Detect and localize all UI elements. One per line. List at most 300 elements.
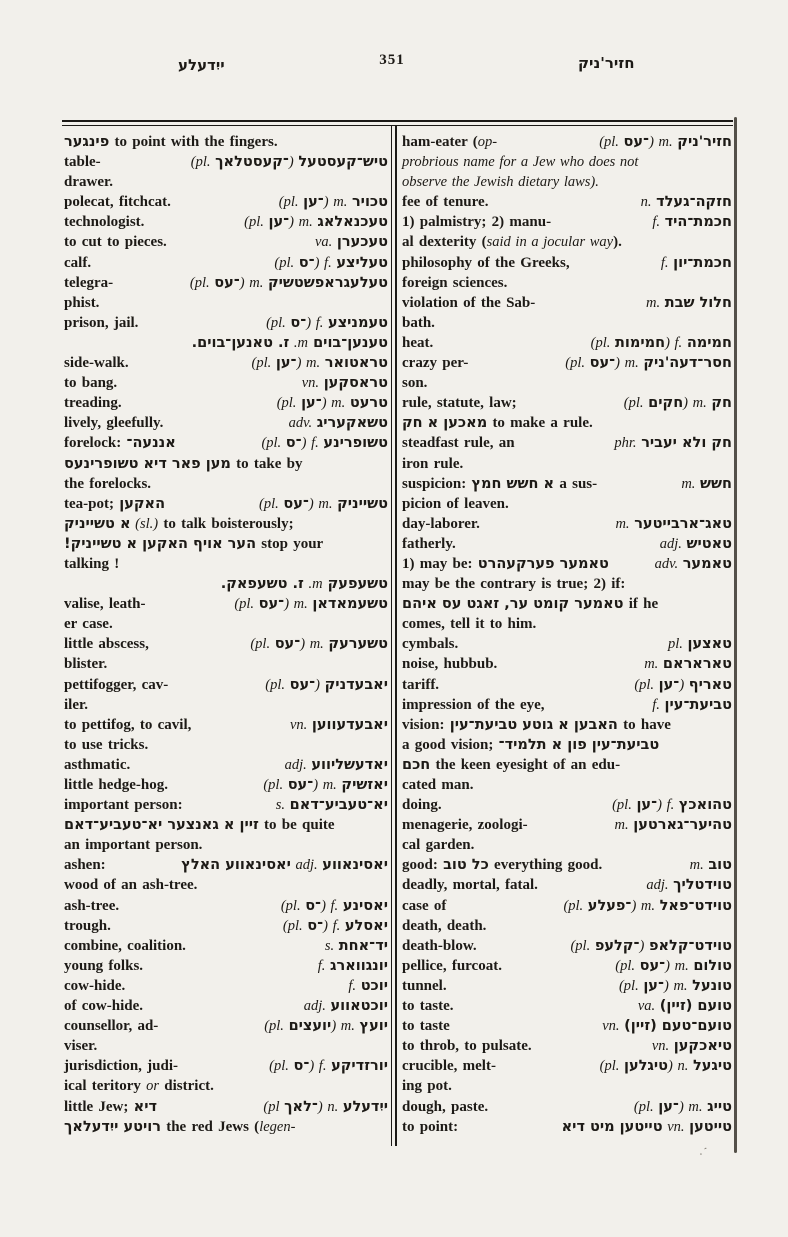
entry-line	[64, 333, 388, 353]
english-text: combine, coalition.	[64, 937, 186, 954]
line-right-part	[261, 433, 388, 453]
english-text: cymbals.	[402, 636, 459, 653]
yiddish-text: טענען־בוים	[308, 334, 388, 351]
entry-line	[64, 192, 388, 212]
italic-text: (pl.	[265, 676, 290, 693]
line-left-part	[402, 1016, 450, 1036]
line-left-part	[64, 534, 323, 554]
entry-line	[64, 514, 388, 534]
english-text: stop your	[256, 535, 324, 552]
entry-line	[402, 936, 732, 956]
english-text: ash-tree.	[64, 897, 120, 914]
line-left-part	[64, 212, 144, 232]
english-text: al dexterity (	[402, 234, 487, 251]
line-right-part	[234, 594, 388, 614]
english-text: jurisdiction, judi-	[64, 1058, 179, 1075]
line-left-part	[402, 232, 622, 252]
english-text: to bang.	[64, 375, 118, 392]
line-right-part	[277, 393, 388, 413]
italic-text: (pl.	[623, 395, 649, 412]
yiddish-text: ז. טאנען־בוים.	[191, 334, 290, 351]
english-text: asthmatic.	[64, 756, 131, 773]
italic-text: (pl.	[280, 897, 306, 914]
yiddish-text: ־קעסטלאך	[215, 154, 289, 171]
entry-line	[402, 433, 732, 453]
line-right-part	[283, 916, 388, 936]
english-text: tariff.	[402, 676, 440, 693]
italic-text: (pl.	[266, 314, 291, 331]
italic-text: s.	[324, 937, 339, 954]
entry-line	[402, 634, 732, 654]
entry-line	[402, 1036, 732, 1056]
entry-line	[402, 333, 732, 353]
line-right-part	[660, 534, 732, 554]
line-right-part	[269, 1056, 388, 1076]
english-text: to make a rule.	[487, 415, 593, 432]
line-left-part	[402, 1117, 458, 1137]
italic-text: ) f.	[309, 1058, 332, 1075]
english-text: to use tricks.	[64, 736, 149, 753]
italic-text: ) n.	[668, 1058, 693, 1075]
line-right-part	[281, 896, 388, 916]
italic-text: (pl.	[261, 435, 286, 452]
entry-line	[402, 835, 732, 855]
line-right-part	[563, 896, 732, 916]
line-left-part	[64, 454, 302, 474]
yiddish-text: ־ען	[643, 977, 664, 994]
english-text: prison, jail.	[64, 314, 139, 331]
italic-text: m.	[681, 475, 701, 492]
line-left-part	[64, 956, 143, 976]
english-text: to be quite	[258, 817, 335, 834]
english-text: 1) palmistry; 2) manu-	[402, 214, 552, 231]
line-right-part	[615, 514, 732, 534]
entry-line	[402, 775, 732, 795]
line-left-part	[402, 212, 551, 232]
running-header	[0, 52, 788, 78]
line-left-part	[64, 1117, 295, 1137]
italic-text: (pl.	[264, 1018, 289, 1035]
yiddish-text: חכם	[402, 756, 431, 773]
english-text: little hedge-hog.	[64, 777, 168, 793]
line-right-part	[690, 855, 732, 875]
english-text: cow-hide.	[64, 977, 126, 994]
entry-line	[402, 614, 732, 634]
line-left-part	[402, 976, 447, 996]
yiddish-text: טועם־טעם (זיין)	[624, 1018, 732, 1035]
line-left-part	[402, 474, 597, 494]
english-text: counsellor, ad-	[64, 1018, 159, 1035]
entry-line	[402, 413, 732, 433]
english-text: fatherly.	[402, 535, 456, 552]
line-left-part	[402, 433, 515, 453]
entry-line	[64, 494, 388, 514]
line-right-part	[681, 474, 732, 494]
english-text: pellice, furcoat.	[402, 957, 502, 974]
line-left-part	[64, 373, 117, 393]
english-text: menagerie, zoologi-	[402, 817, 528, 834]
italic-text: adj.	[303, 998, 331, 1015]
english-text: viser.	[64, 1038, 98, 1055]
line-right-part	[655, 554, 732, 574]
italic-text: ) f.	[314, 254, 337, 271]
yiddish-text: ־עס	[274, 636, 301, 653]
english-text: to have	[617, 716, 671, 733]
line-left-part	[64, 1076, 214, 1096]
entry-line	[402, 534, 732, 554]
yiddish-text: ־ס	[298, 254, 315, 271]
entry-line	[64, 1056, 388, 1076]
yiddish-text: כל טוב	[443, 857, 489, 874]
english-text: ashen:	[64, 857, 106, 874]
english-text: to take by	[230, 455, 303, 472]
english-text: district.	[159, 1078, 214, 1095]
line-left-part	[64, 996, 143, 1016]
line-left-part	[402, 1097, 488, 1117]
line-left-part	[64, 273, 113, 293]
italic-text: ) m.	[296, 355, 325, 372]
entry-line	[402, 253, 732, 273]
english-text: ing pot.	[402, 1078, 452, 1095]
italic-text: (pl.	[250, 636, 275, 653]
italic-text: (pl.	[618, 977, 644, 994]
english-text: doing.	[402, 797, 442, 814]
entry-line	[64, 775, 388, 795]
english-text: forelock:	[64, 435, 127, 452]
italic-text: ) n.	[317, 1098, 343, 1115]
yiddish-text: טהיער־גארטען	[633, 817, 732, 834]
line-right-part	[252, 353, 388, 373]
entry-line	[64, 172, 388, 192]
english-text: the keen eyesight of an edu-	[430, 756, 621, 773]
italic-text: ) m.	[300, 636, 329, 653]
yiddish-text: טראסקען	[323, 375, 388, 392]
yiddish-text: ־קלעפ	[594, 937, 640, 954]
yiddish-text: חק	[711, 395, 732, 412]
yiddish-text: האקען	[119, 495, 166, 512]
italic-text: adj.	[284, 756, 312, 773]
english-text: blister.	[64, 656, 108, 673]
italic-text: (pl.	[189, 274, 215, 291]
italic-text: va.	[637, 998, 660, 1015]
line-left-part	[64, 313, 138, 333]
entry-line	[402, 393, 732, 413]
italic-text: ) f.	[301, 435, 324, 452]
italic-text: vn.	[301, 375, 324, 392]
yiddish-text: יאבעדעווען	[311, 716, 388, 733]
english-text: death, death.	[402, 917, 487, 934]
line-left-part	[402, 996, 453, 1016]
line-left-part	[64, 795, 183, 815]
yiddish-text: טעמניצע	[328, 314, 388, 331]
english-text: little Jew;	[64, 1098, 134, 1115]
entry-line	[402, 574, 732, 594]
entry-line	[64, 313, 388, 333]
italic-text: (pl.	[590, 334, 615, 351]
entry-line	[402, 594, 732, 614]
yiddish-text: טשעפעק	[322, 576, 388, 593]
line-right-part	[661, 253, 732, 273]
line-right-part	[318, 956, 388, 976]
yiddish-text: א טשייניק	[64, 515, 131, 532]
line-left-part	[64, 1056, 178, 1076]
yiddish-text: ז. טשעפאק.	[220, 576, 304, 593]
italic-text: m.	[615, 515, 635, 532]
english-text: to point with the fingers.	[109, 134, 278, 150]
english-text: foreign sciences.	[402, 274, 508, 291]
ink-speck: .ˊ	[698, 1145, 708, 1159]
italic-text: m.	[644, 656, 663, 673]
italic-text: vn.	[289, 716, 312, 733]
italic-text: ) m.	[239, 274, 268, 291]
entry-line	[402, 232, 732, 252]
yiddish-text: ־ס	[305, 897, 322, 914]
yiddish-text: טראטואר	[324, 355, 388, 372]
column-right	[402, 132, 732, 1137]
english-text: deadly, mortal, fatal.	[402, 877, 538, 894]
entry-line	[64, 675, 388, 695]
yiddish-text: טייטען מיט דיא	[561, 1118, 663, 1135]
yiddish-text: ־עס	[214, 274, 240, 291]
english-text: son.	[402, 375, 428, 392]
yiddish-text: טכויר	[351, 194, 388, 211]
line-right-part	[624, 393, 732, 413]
entry-line	[64, 916, 388, 936]
english-text: to talk boisterously;	[158, 515, 294, 532]
line-right-part	[190, 273, 388, 293]
italic-text: ) f.	[665, 334, 687, 351]
entry-line	[64, 273, 388, 293]
english-text: to throb, to pulsate.	[402, 1038, 532, 1055]
entry-line	[402, 353, 732, 373]
entry-line	[402, 735, 732, 755]
line-right-part	[265, 675, 388, 695]
line-right-part	[562, 1117, 732, 1137]
english-text: case of	[402, 897, 447, 914]
yiddish-text: טעליצע	[336, 254, 388, 271]
line-left-part	[402, 956, 502, 976]
line-right-part	[302, 373, 388, 393]
italic-text: (pl.	[563, 897, 588, 914]
yiddish-text: ־ען	[658, 1098, 679, 1115]
italic-text: ) m.	[313, 777, 342, 793]
yiddish-text: יאסינאווע האלץ	[181, 857, 291, 874]
italic-text: ) m.	[289, 214, 318, 231]
italic-text: ) m.	[284, 596, 313, 613]
yiddish-text: חלול שבת	[664, 294, 732, 311]
line-left-part	[402, 494, 509, 514]
yiddish-text: יאסינע	[342, 897, 388, 914]
english-text: of cow-hide.	[64, 998, 143, 1015]
english-text: death-blow.	[402, 937, 477, 954]
yiddish-text: טאמער פערקעהרט	[477, 555, 609, 572]
yiddish-text: טוידטליך	[673, 877, 732, 894]
yiddish-text: ־עס	[639, 957, 666, 974]
italic-text: (pl.	[634, 676, 659, 693]
yiddish-text: טרעט	[349, 395, 388, 412]
entry-line	[402, 1117, 732, 1137]
english-text: good:	[402, 857, 444, 874]
english-text: drawer.	[64, 174, 114, 191]
italic-text: op-	[477, 134, 498, 150]
entry-line	[64, 875, 388, 895]
entry-line	[402, 916, 732, 936]
entry-line	[64, 212, 388, 232]
entry-line	[64, 1076, 388, 1096]
yiddish-text: חסר־דעה'ניק	[643, 355, 732, 372]
column-divider-rule	[391, 125, 397, 1146]
line-left-part	[64, 393, 122, 413]
line-left-part	[402, 835, 474, 855]
italic-text: m.	[645, 294, 665, 311]
english-text: telegra-	[64, 274, 114, 291]
english-text: er case.	[64, 616, 113, 633]
line-right-part	[615, 956, 732, 976]
english-text: phist.	[64, 294, 100, 311]
entry-line	[64, 353, 388, 373]
italic-text: ) m.	[649, 134, 678, 150]
yiddish-text: חקים	[648, 395, 684, 412]
english-text: cated man.	[402, 777, 474, 793]
english-text: may be the contrary is true; 2) if:	[402, 576, 626, 593]
line-left-part	[402, 795, 442, 815]
entry-line	[402, 273, 732, 293]
entry-line	[64, 835, 388, 855]
italic-text: m.	[614, 817, 634, 834]
line-left-part	[402, 253, 570, 273]
line-left-part	[64, 715, 191, 735]
line-right-part	[638, 996, 732, 1016]
column-left	[64, 132, 388, 1137]
line-left-part	[402, 514, 480, 534]
line-left-part	[64, 433, 176, 453]
line-left-part	[402, 554, 609, 574]
english-text: everything good.	[488, 857, 603, 874]
english-text: bath.	[402, 314, 435, 331]
line-left-part	[64, 232, 167, 252]
yiddish-text: טאראראם	[662, 656, 732, 673]
yiddish-text: חמימה	[686, 334, 732, 351]
italic-text: f.	[652, 696, 665, 713]
italic-text: m.	[689, 857, 709, 874]
english-text: ical teritory	[64, 1078, 147, 1095]
line-right-part	[614, 433, 732, 453]
left-running-headword: ייִדעלע	[178, 56, 225, 74]
entry-line	[402, 675, 732, 695]
italic-text: n.	[640, 194, 657, 211]
italic-text: (pl.	[259, 495, 284, 512]
yiddish-text: ־ען	[275, 355, 297, 372]
english-text: wood of an ash-tree.	[64, 877, 198, 894]
italic-text: (pl.	[274, 254, 299, 271]
entry-line	[402, 715, 732, 735]
line-left-part	[402, 1076, 452, 1096]
yiddish-text: טשערעק	[328, 636, 388, 653]
line-right-part	[615, 815, 732, 835]
english-text: young folks.	[64, 957, 144, 974]
italic-text: f.	[348, 977, 361, 994]
yiddish-text: טיש־קעסטעל	[298, 154, 388, 171]
yiddish-text: ־ען	[636, 797, 658, 814]
line-right-part	[591, 333, 732, 353]
english-text: the forelocks.	[64, 475, 152, 492]
english-text: dough, paste.	[402, 1098, 489, 1115]
english-text: philosophy of the Greeks,	[402, 254, 570, 271]
line-left-part	[402, 715, 671, 735]
line-left-part	[64, 413, 163, 433]
italic-text: ) m.	[678, 1098, 708, 1115]
yiddish-text: טשאקעריג	[316, 415, 388, 432]
line-left-part	[64, 675, 168, 695]
italic-text: adv.	[654, 555, 683, 572]
english-text: ham-eater (	[402, 134, 478, 150]
entry-line	[402, 454, 732, 474]
entry-line	[402, 755, 732, 775]
yiddish-text: טאריף	[688, 676, 732, 693]
entry-line	[402, 815, 732, 835]
line-left-part	[64, 474, 151, 494]
italic-text: (pl.	[251, 355, 276, 372]
italic-text: f.	[660, 254, 674, 271]
yiddish-text: מאכען א חק	[402, 415, 488, 432]
yiddish-text: טועם (זיין)	[659, 998, 732, 1015]
line-right-part	[276, 795, 388, 815]
italic-text: (pl.	[599, 134, 624, 150]
italic-text: va.	[314, 234, 337, 251]
line-left-part	[64, 896, 119, 916]
line-right-part	[646, 875, 732, 895]
entry-line	[402, 956, 732, 976]
yiddish-text: טייטען	[689, 1118, 732, 1135]
yiddish-text: ־עס	[283, 495, 309, 512]
line-left-part	[402, 393, 517, 413]
entry-line	[64, 293, 388, 313]
yiddish-text: ייִדעלע	[342, 1098, 388, 1115]
entry-line	[64, 614, 388, 634]
english-text: if he	[623, 596, 659, 613]
english-text: a sus-	[554, 475, 598, 492]
line-right-part	[668, 634, 732, 654]
italic-text: m.	[303, 576, 323, 593]
yiddish-text: מען פאר דיא טשופרינעס	[64, 455, 231, 472]
italic-text: ) f.	[306, 314, 329, 331]
english-text: to point:	[402, 1118, 459, 1135]
yiddish-text: יאבעדניק	[324, 676, 388, 693]
yiddish-text: דיא	[133, 1098, 157, 1115]
yiddish-text: טאטיש	[686, 535, 732, 552]
yiddish-text: הער אויף האקען א טשייניק!	[64, 535, 257, 552]
italic-text: (pl.	[282, 917, 308, 934]
yiddish-text: ־ען	[303, 194, 324, 211]
line-left-part	[64, 855, 106, 875]
entry-line	[402, 1016, 732, 1036]
entry-line	[64, 855, 388, 875]
line-left-part	[64, 514, 294, 534]
yiddish-text: יא־טעביע־דאם	[289, 797, 388, 814]
line-right-part	[619, 976, 732, 996]
entry-line	[64, 132, 388, 152]
entry-line	[402, 654, 732, 674]
line-left-part	[64, 976, 125, 996]
line-right-part	[348, 976, 388, 996]
line-right-part	[181, 855, 388, 875]
italic-text: ) m.	[331, 1018, 360, 1035]
line-left-part	[64, 554, 119, 574]
italic-text: ) m.	[321, 395, 350, 412]
italic-text: (pl.	[633, 1098, 659, 1115]
yiddish-text: א חשש חמץ	[471, 475, 555, 492]
yiddish-text: טוב	[708, 857, 732, 874]
